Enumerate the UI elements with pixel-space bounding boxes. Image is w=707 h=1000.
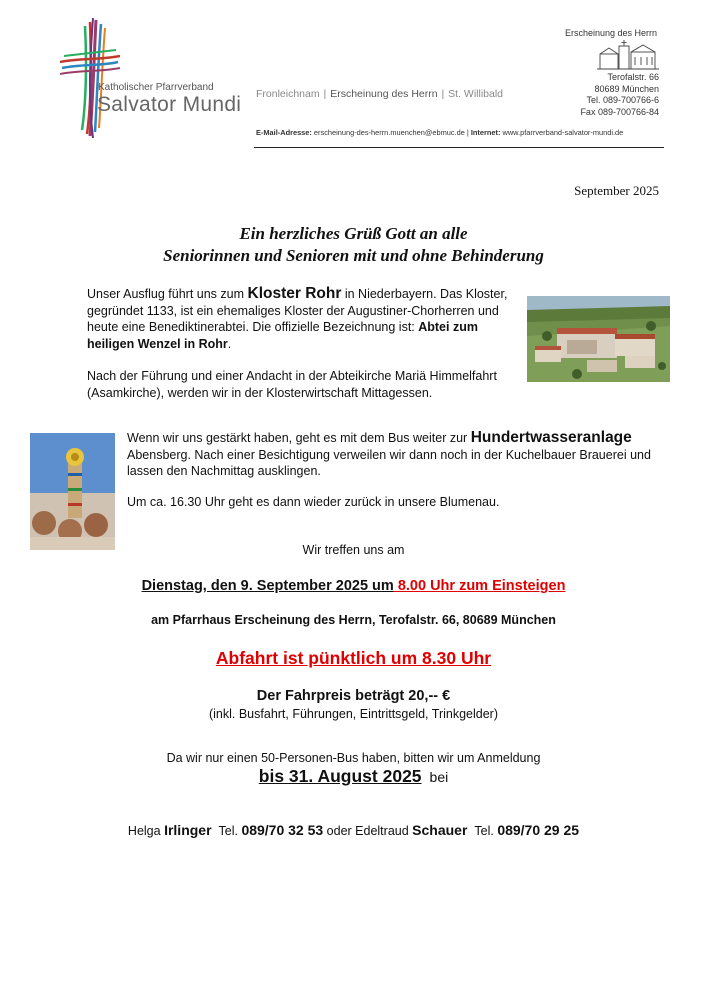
boarding-time: 8.00 Uhr zum Einsteigen: [393, 578, 566, 594]
abbey-aerial-photo: [527, 296, 670, 382]
parish-erscheinung: Erscheinung des Herrn: [330, 88, 438, 100]
kloster-rohr-highlight: Kloster Rohr: [247, 285, 342, 302]
tel-label: Tel.: [474, 824, 494, 838]
deadline-suffix: bei: [429, 769, 449, 785]
meeting-date: Dienstag, den 9. September 2025 um: [141, 578, 394, 594]
address-fax: Fax 089-700766-84: [580, 106, 659, 117]
registration-contacts: [0, 822, 707, 838]
parish-list: [256, 88, 503, 100]
parish-fronleichnam: Fronleichnam: [256, 88, 320, 100]
deadline-date: bis 31. August 2025: [258, 766, 422, 786]
separator: |: [323, 88, 327, 100]
address-phone: Tel. 089-700766-6: [586, 95, 659, 105]
para3-text: Abensberg. Nach einer Besichtigung verweilen wir dann noch in der Kuchelbauer Brauerei und lassen den Nachmittag ausklingen.: [127, 447, 651, 478]
para1-text: in Niederbayern. Das Kloster, gegründet 1133, ist ein ehemaliges Kloster der Augustiner-Chorherren und heute eine Benediktinerabtei. Die offizielle Bezeichnung ist:: [87, 287, 508, 334]
meeting-date-time: [0, 578, 707, 594]
salvator-mundi-logo: [60, 18, 120, 138]
website-link[interactable]: www.pfarrverband-salvator-mundi.de: [502, 128, 624, 137]
org-subtitle: Katholischer Pfarrverband: [98, 82, 214, 93]
para1-text: .: [227, 336, 232, 351]
contact2-phone[interactable]: 089/70 29 25: [497, 822, 580, 838]
internet-label: Internet:: [470, 128, 501, 137]
church-icon: [597, 40, 659, 70]
parish-title: Erscheinung des Herrn: [565, 28, 658, 38]
email-label: E-Mail-Adresse:: [256, 128, 312, 137]
letter-date: September 2025: [574, 183, 659, 198]
paragraph-hundertwasser: [127, 430, 657, 480]
greeting-line-2: Seniorinnen und Senioren mit und ohne Behinderung: [163, 246, 544, 265]
para1-text: Unser Ausflug führt uns zum: [87, 287, 248, 301]
org-name: Salvator Mundi: [97, 93, 242, 116]
abbey-name: Abtei zum heiligen Wenzel in Rohr: [87, 320, 478, 351]
contact-line-header: E-Mail-Adresse: erscheinung-des-herrn.muenchen@ebmuc.de | Internet: www.pfarrverband-salvator-mundi.de: [256, 128, 624, 137]
contact1-phone[interactable]: 089/70 32 53: [241, 822, 324, 838]
para3-text: Wenn wir uns gestärkt haben, geht es mit dem Bus weiter zur: [127, 431, 471, 445]
address-city: 80689 München: [594, 83, 659, 94]
fare-includes: (inkl. Busfahrt, Führungen, Eintrittsgeld, Trinkgelder): [208, 707, 499, 721]
header-divider: [254, 147, 664, 148]
hundertwasser-highlight: Hundertwasseranlage: [470, 429, 632, 446]
meeting-intro: Wir treffen uns am: [302, 543, 405, 557]
contact1-first-name: Helga: [127, 824, 161, 838]
parish-address: [580, 72, 659, 118]
contact1-last-name: Irlinger: [164, 822, 212, 838]
address-street: Terofalstr. 66: [607, 72, 659, 82]
hundertwasser-photo: [30, 433, 115, 550]
paragraph-return: Um ca. 16.30 Uhr geht es dann wieder zurück in unsere Blumenau.: [127, 495, 500, 509]
greeting-line-1: Ein herzliches Grüß Gott an alle: [239, 224, 468, 243]
paragraph-andacht: Nach der Führung und einer Andacht in der Abteikirche Mariä Himmelfahrt (Asamkirche), werden wir in der Klosterwirtschaft Mittagessen.: [87, 369, 497, 400]
email-link[interactable]: erscheinung-des-herrn.muenchen@ebmuc.de: [313, 128, 465, 137]
fare-price: Der Fahrpreis beträgt 20,-- €: [256, 688, 451, 704]
contact-or: oder Edeltraud: [326, 824, 409, 838]
meeting-place: am Pfarrhaus Erscheinung des Herrn, Terofalstr. 66, 80689 München: [151, 613, 556, 627]
paragraph-kloster-rohr: [87, 286, 517, 352]
parish-st-willibald: St. Willibald: [448, 88, 504, 100]
registration-note: Da wir nur einen 50-Personen-Bus haben, bitten wir um Anmeldung: [166, 751, 541, 765]
departure-notice: Abfahrt ist pünktlich um 8.30 Uhr: [215, 648, 492, 668]
separator: |: [441, 88, 445, 100]
tel-label: Tel.: [218, 824, 238, 838]
registration-deadline: [0, 766, 707, 787]
contact2-last-name: Schauer: [412, 822, 468, 838]
